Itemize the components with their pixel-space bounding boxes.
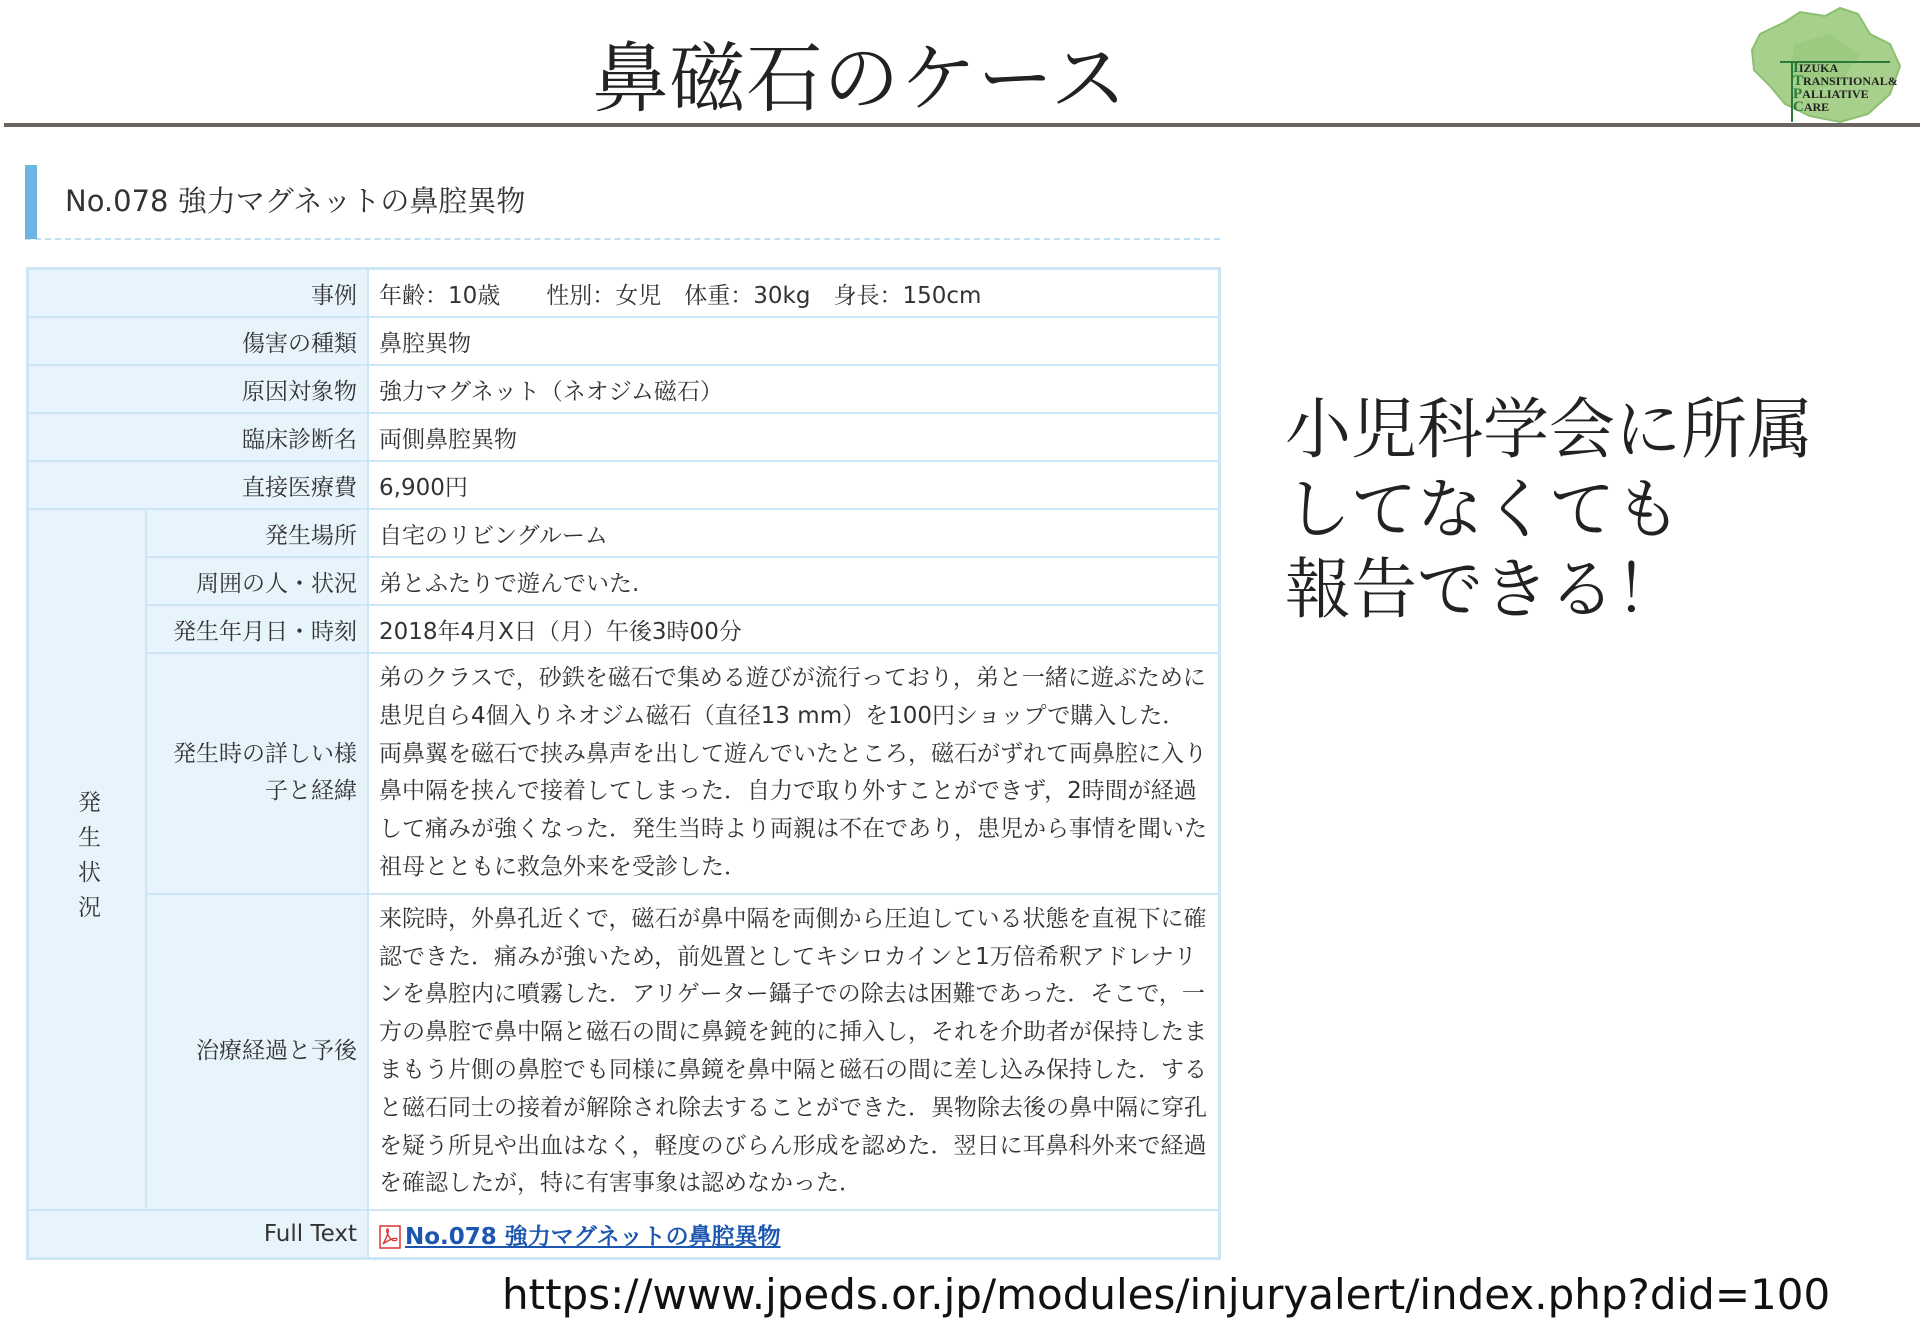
row-label: 臨床診断名 [28, 413, 369, 461]
table-row [28, 413, 1220, 461]
table-row [28, 1210, 1220, 1259]
group-label-text: 発生状況 [74, 789, 100, 930]
table-row [28, 557, 1220, 605]
fulltext-pdf-link[interactable]: No.078 強力マグネットの鼻腔異物 [405, 1223, 781, 1250]
row-value: 両側鼻腔異物 [368, 413, 1220, 461]
row-label: 原因対象物 [28, 365, 369, 413]
callout-text [1285, 390, 1813, 630]
table-row [28, 509, 1220, 557]
case-heading: No.078 強力マグネットの鼻腔異物 [65, 184, 526, 218]
row-value: 弟のクラスで，砂鉄を磁石で集める遊びが流行っており，弟と一緒に遊ぶために患児自ら4個入りネオジム磁石（直径13 mm）を100円ショップで購入した．両鼻翼を磁石で挟み鼻声を出して遊んでいたところ，磁石がずれて両鼻腔に入り鼻中隔を挟んで接着してしまった．自力で取り外すことができず，2時間が経過して痛みが強くなった．発生当時より両親は不在であり，患児から事情を聞いた祖母とともに救急外来を受診した． [368, 653, 1220, 894]
row-value: 弟とふたりで遊んでいた. [368, 557, 1220, 605]
row-value: 6,900円 [368, 461, 1220, 509]
table-row [28, 269, 1220, 318]
callout-line: してなくても [1285, 471, 1681, 548]
row-value [368, 1210, 1220, 1259]
row-value: 2018年4月X日（月）午後3時00分 [368, 605, 1220, 653]
title-divider [4, 123, 1920, 127]
row-value: 鼻腔異物 [368, 317, 1220, 365]
table-row [28, 365, 1220, 413]
callout-line: 小児科学会に所属 [1285, 391, 1813, 468]
slide-title: 鼻磁石のケース [592, 34, 1128, 123]
row-label: Full Text [28, 1210, 369, 1259]
row-value: 強力マグネット（ネオジム磁石） [368, 365, 1220, 413]
group-label [28, 509, 147, 1210]
row-label: 発生年月日・時刻 [146, 605, 368, 653]
source-url: https://www.jpeds.or.jp/modules/injuryalert/index.php?did=100 [502, 1270, 1831, 1319]
row-label: 発生時の詳しい様子と経緯 [146, 653, 368, 894]
row-label: 直接医療費 [28, 461, 369, 509]
table-row [28, 317, 1220, 365]
row-label: 発生場所 [146, 509, 368, 557]
logo-text: IIZUKA TRANSITIONAL& PALLIATIVE CARE [1793, 60, 1898, 115]
row-label: 周囲の人・状況 [146, 557, 368, 605]
table-row [28, 605, 1220, 653]
row-value: 年齢：10歳 性別：女児 体重：30kg 身長：150cm [368, 269, 1220, 318]
pdf-icon [379, 1225, 401, 1249]
table-row [28, 653, 1220, 894]
table-row [28, 461, 1220, 509]
case-table [26, 267, 1221, 1260]
header-accent-bar [25, 165, 37, 239]
row-value: 来院時，外鼻孔近くで，磁石が鼻中隔を両側から圧迫している状態を直視下に確認できた．痛みが強いため，前処置としてキシロカインと1万倍希釈アドレナリンを鼻腔内に噴霧した．アリゲーター鑷子での除去は困難であった．そこで，一方の鼻腔で鼻中隔と磁石の間に鼻鏡を鈍的に挿入し，それを介助者が保持したままもう片側の鼻腔でも同様に鼻鏡を鼻中隔と磁石の間に差し込み保持した．すると磁石同士の接着が解除され除去することができた．異物除去後の鼻中隔に穿孔を疑う所見や出血はなく，軽度のびらん形成を認めた．翌日に耳鼻科外来で経過を確認したが，特に有害事象は認めなかった． [368, 894, 1220, 1210]
case-header [25, 163, 1220, 240]
row-value: 自宅のリビングルーム [368, 509, 1220, 557]
callout-line: 報告できる！ [1285, 551, 1681, 628]
row-label: 治療経過と予後 [146, 894, 368, 1210]
row-label: 傷害の種類 [28, 317, 369, 365]
table-row [28, 894, 1220, 1210]
row-label: 事例 [28, 269, 369, 318]
